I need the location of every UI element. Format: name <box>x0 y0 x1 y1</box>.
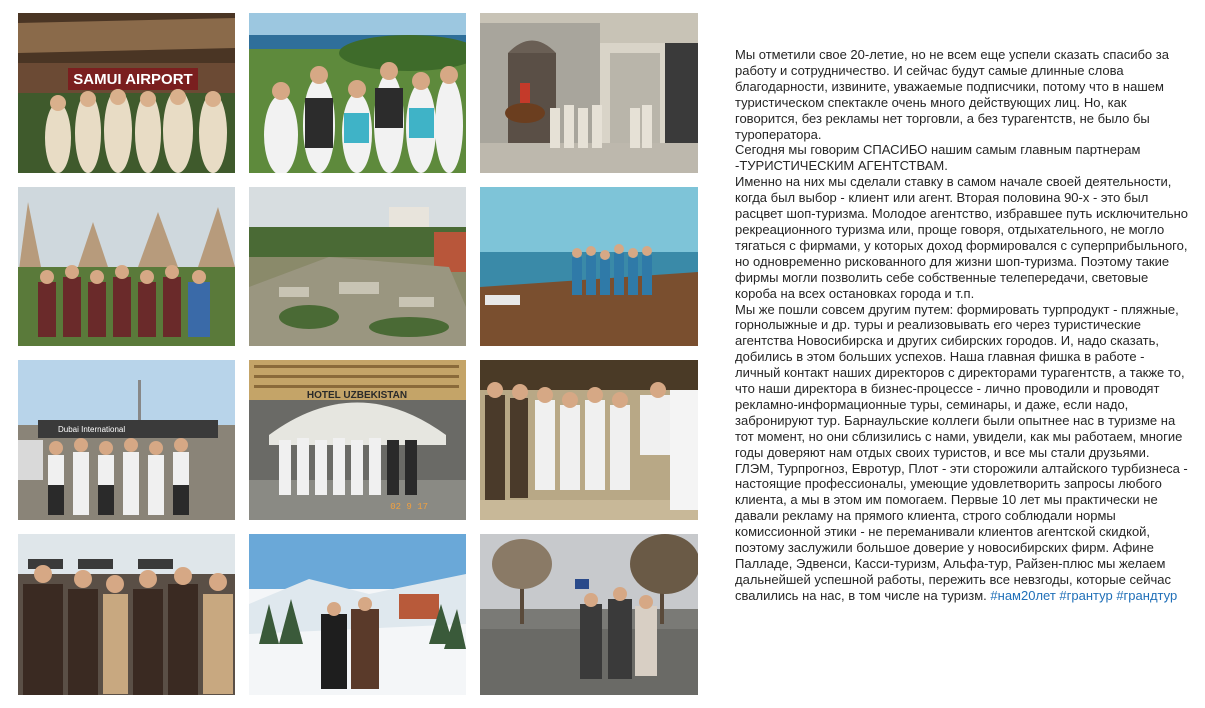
photo-palace-guard[interactable] <box>480 13 698 173</box>
hotel-sign: HOTEL UZBEKISTAN <box>306 390 408 401</box>
photo-date-stamp: 02 9 17 <box>390 502 428 512</box>
hashtag-link[interactable]: #грантур <box>1059 587 1113 603</box>
photo-terminal-group[interactable] <box>18 534 235 695</box>
photo-seaside-group[interactable] <box>249 13 466 173</box>
photo-street-group[interactable] <box>480 534 698 695</box>
photo-beach-group[interactable] <box>480 187 698 346</box>
photo-cappadocia-group[interactable] <box>18 187 235 346</box>
post-paragraph: Сегодня мы говорим СПАСИБО нашим самым главным партнерам -ТУРИСТИЧЕСКИМ АГЕНТСТВАМ. <box>735 142 1141 174</box>
photo-samui-airport[interactable] <box>18 13 235 173</box>
photo-ruins[interactable] <box>249 187 466 346</box>
post-paragraph: Именно на них мы сделали ставку в самом начале своей деятельности, когда был выбор - клиент или агент. Вторая половина 90-х - это был расцвет шоп-туризма. Молодое агентство, избравшее путь исключительно рекреационного туризма или, проще говоря, отдыхательного, не могло тягаться с фирмами, у которых доход формировался с суперприбыльного, но одновременно рискованного для жизни шоп-туризма. Поэтому такие фирмы могли позволить себе собственные телепередачи, световые короба на всех остановках города и т.п. <box>735 174 1189 301</box>
airport-sign: SAMUI AIRPORT <box>73 71 193 88</box>
hashtag-link[interactable]: #нам20лет <box>990 587 1056 603</box>
post-paragraph-text: Мы же пошли совсем другим путем: формировать турпродукт - пляжные, горнолыжные и др. туры и реализовывать его через туристические агентства Новосибирска и других сибирских городов. И, надо сказать, добились в этом больших успехов. Наша главная фишка в работе - личный контакт наших директоров с директорами турагентств, а также то, что наши директора в бизнес-процессе - лично проводили и проводят рекламно-информационные туры, семинары, и даже, если надо, забронируют тур. Барнаульские коллеги были опытнее нас в туризме на тот момент, но они сблизились с нами, увидели, как мы работаем, многие годы доверяют нам отдых своих туристов, и все мы стали друзьями. ГЛЭМ, Турпрогноз, Евротур, Плот - эти сторожили алтайского турбизнеса - настоящие профессионалы, умеющие удовлетворить запросы любого клиента, а мы в этом им помогаем. Первые 10 лет мы практически не давали рекламу на прямого клиента, строго соблюдали нормы комиссионной этики - не переманивали клиентов агентской скидкой, поэтому заслужили большое доверие у новосибирских фирм. Афине Палладе, Эдвенси, Касси-туризм, Альфа-тур, Райзен-плюс мы желаем дальнейшей успешной работы, пережить все невзгоды, которые сейчас свалились на нас, в том числе на туризм. <box>735 301 1188 603</box>
photo-hotel-lobby-group[interactable] <box>480 360 698 520</box>
post-caption <box>735 47 1190 604</box>
airport-sign: Dubai International <box>58 425 126 434</box>
post-paragraph: Мы отметили свое 20-летие, но не всем еще успели сказать спасибо за работу и сотрудничество. И сейчас будут самые длинные слова благодарности, извините, уважаемые подписчики, потому что в нашем туристическом спектакле очень много действующих лиц. Но, как говорится, без рекламы нет торговли, а без турагентств, не было бы туроператора. <box>735 47 1169 142</box>
hashtag-link[interactable]: #грандтур <box>1116 587 1178 603</box>
photo-dubai-airport[interactable] <box>18 360 235 520</box>
photo-grid <box>18 13 698 695</box>
photo-hotel-uzbekistan[interactable] <box>249 360 466 520</box>
photo-snow-group[interactable] <box>249 534 466 695</box>
post-paragraph-last <box>735 302 1190 604</box>
